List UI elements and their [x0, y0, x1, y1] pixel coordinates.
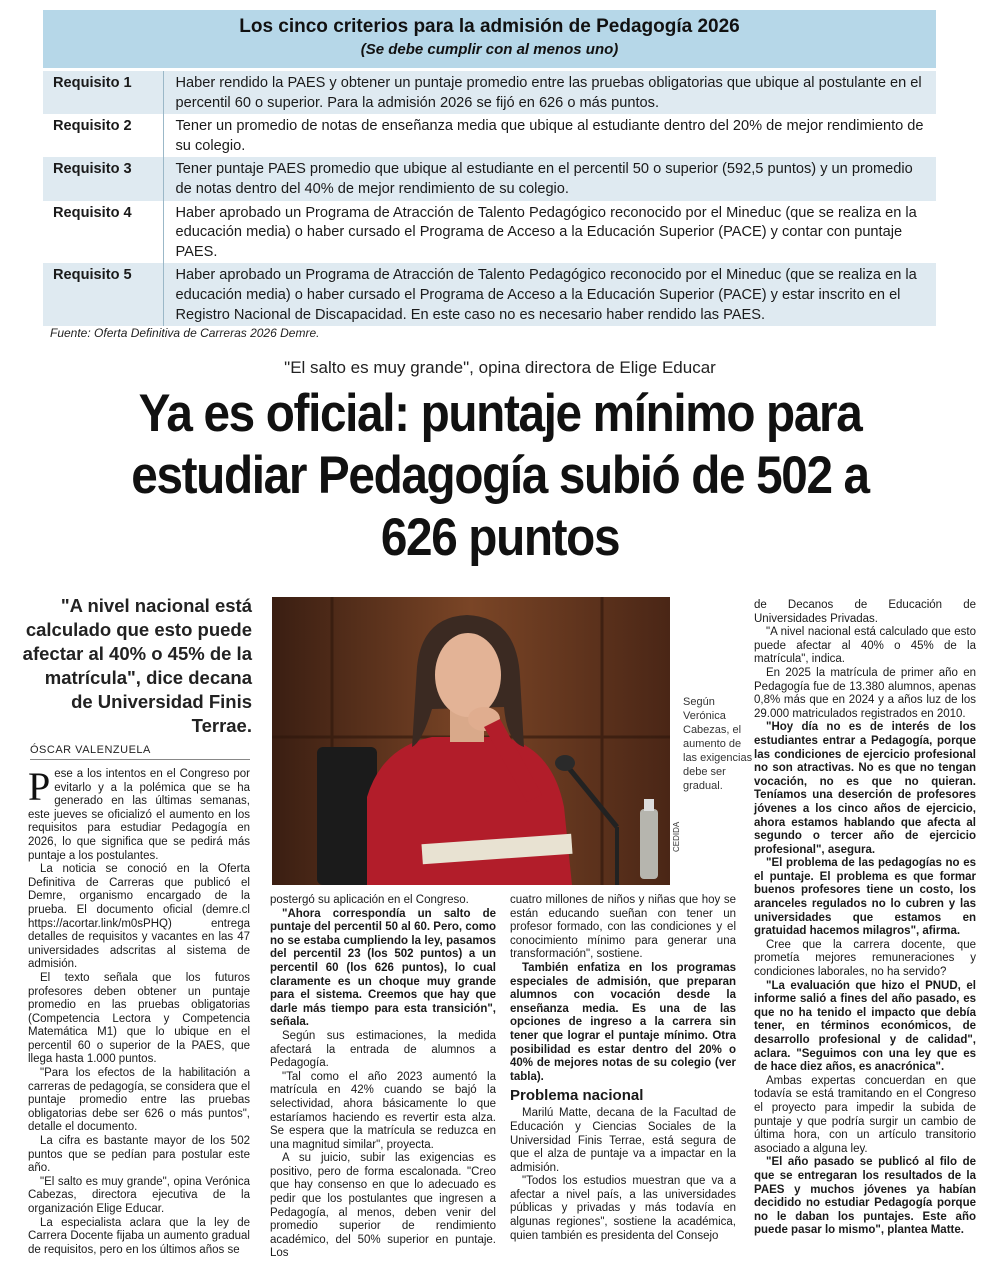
- table-row: [43, 114, 936, 157]
- requirement-label: Requisito 4: [53, 204, 132, 221]
- requirement-label: Requisito 1: [43, 71, 163, 114]
- paragraph: "Para los efectos de la habilitación a carreras de pedagogía, se considera que el puntaje promedio entre las pruebas obligatorias debe ser 626 o más puntos", detalle el documento.: [28, 1067, 250, 1134]
- article-kicker: "El salto es muy grande", opina directora de Elige Educar: [284, 358, 716, 377]
- paragraph-text: ese a los intentos en el Congreso por evitarlo y a la polémica que se ha generado en las últimas semanas, este jueves se oficializó el aumento en los requisitos para estudiar Pedagogía en 2026, lo que significa que se pedirá más puntaje a los postulantes.: [28, 768, 250, 862]
- pull-quote: "A nivel nacional está calculado que esto puede afectar al 40% o 45% de la matrícula", dice decana de Universidad Finis Terrae.: [22, 595, 252, 736]
- paragraph: "La evaluación que hizo el PNUD, el informe salió a fines del año pasado, es que no ha tenido el impacto que debía tener, en términos económicos, de desarrollo profesional y de calidad", aclara. "Seguimos con una ley que es de hace diez años, es anacrónica".: [754, 979, 976, 1074]
- section-heading: Problema nacional: [510, 1087, 644, 1105]
- paragraph: postergó su aplicación en el Congreso.: [270, 894, 469, 906]
- paragraph: "A nivel nacional está calculado que esto puede afectar al 40% o 45% de la matrícula", indica.: [754, 626, 976, 666]
- table-row: [43, 201, 936, 264]
- paragraph: "El problema de las pedagogías no es el puntaje. El problema es que formar buenos profesores tiene un costo, los aranceles regulados no lo cubren y las universidades que estamos en gratuidad hacemos milagros", afirma.: [754, 857, 976, 938]
- paragraph: "Ahora correspondía un salto de puntaje del percentil 50 al 60. Pero, como no se estaba cumpliendo la ley, pasamos del percentil 23 (los 502 puntos) a un percentil 60 (los 626 puntos), lo cual claramente es un choque muy grande para el sistema. Creemos que hay que darle más tiempo para esta transición", señala.: [270, 907, 496, 1029]
- paragraph: de Decanos de Educación de Universidades Privadas.: [754, 599, 976, 625]
- paragraph: "El año pasado se publicó al filo de que se entregaran los resultados de la PAES y muchos jóvenes ya habían decidido no estudiar Pedagogía porque no le daban los puntajes. Este año puede pasar lo mismo", plantea Matte.: [754, 1156, 976, 1237]
- paragraph: Según sus estimaciones, la medida afectará la entrada de alumnos a Pedagogía.: [270, 1029, 496, 1070]
- table-header: [43, 10, 936, 68]
- requirements-table: [43, 71, 936, 326]
- paragraph: El texto señala que los futuros profesores deben obtener un puntaje promedio en las pruebas obligatorias (Competencia Lectora y Competencia Matemática M1) que lo ubique en el percentil 60 o superior de la PAES, que llega hasta 1.000 puntos.: [28, 971, 250, 1066]
- table-row: [43, 71, 936, 114]
- article-column-1: [28, 764, 250, 1256]
- byline: ÓSCAR VALENZUELA: [30, 744, 151, 756]
- paragraph: Ambas expertas concuerdan en que todavía se está tramitando en el Congreso el proyecto para impedir la subida de puntaje y que podría surgir un cambio de última hora, con un artículo transitorio asociado a alguna ley.: [754, 1074, 976, 1155]
- requirement-label: Requisito 3: [43, 157, 163, 200]
- paragraph: cuatro millones de niños y niñas que hoy se están educando sueñan con tener un profesor formado, con las condiciones y el conocimiento mínimo para generar una transformación", sostiene.: [510, 894, 736, 961]
- requirement-text: Tener un promedio de notas de enseñanza media que ubique al estudiante dentro del 20% de mejor rendimiento de su colegio.: [163, 114, 936, 157]
- paragraph: La especialista aclara que la ley de Carrera Docente fijaba un aumento gradual de requisitos, pero en los últimos años se: [28, 1216, 250, 1256]
- paragraph: "Hoy día no es de interés de los estudiantes entrar a Pedagogía, porque las condiciones de ejercicio profesional no son atractivas. No es que no tengan vocación, no es que no quieran. Teníamos una deserción de profesores jóvenes a los cinco años de ejercicio, ahora estamos hablando que afecta al segundo o tercer año de ejercicio profesional", asegura.: [754, 721, 976, 856]
- article-column-3: [510, 894, 736, 1248]
- table-subtitle: (Se debe cumplir con al menos uno): [360, 41, 619, 58]
- table-source: Fuente: Oferta Definitiva de Carreras 2026 Demre.: [50, 326, 320, 340]
- drop-cap: P: [28, 764, 51, 809]
- paragraph: La noticia se conoció en la Oferta Definitiva de Carreras que publicó el Demre, organismo encargado de la prueba. El documento oficial (demre.cl https://acortar.link/m0sPHQ) entrega detalles de requisitos y vacantes en las 47 universidades adscritas al sistema de admisión.: [28, 863, 250, 971]
- table-row: [43, 157, 936, 200]
- byline-divider: [30, 759, 250, 760]
- paragraph: A su juicio, subir las exigencias es positivo, pero de forma escalonada. "Creo que hay consenso en que lo adecuado es pedir que los postulantes que ingresen a Pedagogía, al menos, deben venir del promedio superior de rendimiento académico, del 50% superior en puntaje. Los: [270, 1152, 496, 1260]
- requirement-text: Haber aprobado un Programa de Atracción de Talento Pedagógico reconocido por el Mineduc (que se realiza en la educación media) o haber cursado el Programa de Acceso a la Educación Superior (PACE) y contar con puntaje PAES.: [163, 201, 936, 264]
- requirement-text: Haber aprobado un Programa de Atracción de Talento Pedagógico reconocido por el Mineduc (que se realiza en la educación media) o haber cursado el Programa de Acceso a la Educación Superior (PACE) y estar inscrito en el Registro Nacional de Discapacidad. En este caso no es necesario haber rendido las PAES.: [163, 263, 936, 326]
- article-column-2: [270, 894, 496, 1260]
- paragraph: "Tal como el año 2023 aumentó la matrícula en 42% cuando se bajó la selectividad, ahora básicamente lo que estaríamos haciendo es revertir esta alza. Se espera que la matrícula se reduzca en una magnitud similar", proyecta.: [270, 1070, 496, 1151]
- paragraph: "El salto es muy grande", opina Verónica Cabezas, directora ejecutiva de la organización Elige Educar.: [28, 1175, 250, 1215]
- table-row: [43, 263, 936, 326]
- paragraph: Marilú Matte, decana de la Facultad de Educación y Ciencias Sociales de la Universidad Finis Terrae, está segura de que el alza de puntaje va a impactar en la admisión.: [510, 1107, 736, 1174]
- article-headline: Ya es oficial: puntaje mínimo para estudiar Pedagogía subió de 502 a 626 puntos: [131, 384, 869, 567]
- photo-credit: CEDIDA: [672, 821, 681, 852]
- requirement-text: Tener puntaje PAES promedio que ubique al estudiante en el percentil 50 o superior (592,5 puntos) y un promedio de notas dentro del 40% de mejor rendimiento de su colegio.: [163, 157, 936, 200]
- article-photo: [272, 597, 670, 885]
- table-title: Los cinco criterios para la admisión de Pedagogía 2026: [239, 16, 740, 37]
- paragraph: En 2025 la matrícula de primer año en Pedagogía fue de 13.380 alumnos, apenas 0,8% más que en 2024 y a años luz de los 29.000 matriculados registrados en 2010.: [754, 666, 976, 720]
- requirement-label: Requisito 5: [43, 263, 163, 326]
- article-column-4: [754, 599, 976, 1248]
- requirement-text: Haber rendido la PAES y obtener un puntaje promedio entre las pruebas obligatorias que ubique al postulante en el percentil 60 o superior. Para la admisión 2026 se fijó en 626 o más puntos.: [163, 71, 936, 114]
- paragraph: [28, 764, 250, 863]
- requirement-label: Requisito 2: [53, 118, 132, 135]
- paragraph: La cifra es bastante mayor de los 502 puntos que se pedían para postular este año.: [28, 1135, 250, 1175]
- paragraph: "Todos los estudios muestran que va a afectar a nivel país, a las universidades públicas y privadas y más todavía en algunas regiones", sostiene la académica, quien también es presidenta del Consejo: [510, 1175, 736, 1242]
- paragraph: Cree que la carrera docente, que prometía mejores remuneraciones y condiciones laborales, no ha servido?: [754, 938, 976, 979]
- paragraph: También enfatiza en los programas especiales de admisión, que preparan alumnos con vocación desde la enseñanza media. Es una de las opciones de ingreso a la carrera sin tener que lograr el puntaje mínimo. Otra posibilidad es estar dentro del 20% o 40% de mejores notas de su colegio (ver tabla).: [510, 961, 736, 1083]
- photo-caption: Según Verónica Cabezas, el aumento de las exigencias debe ser gradual.: [683, 696, 753, 792]
